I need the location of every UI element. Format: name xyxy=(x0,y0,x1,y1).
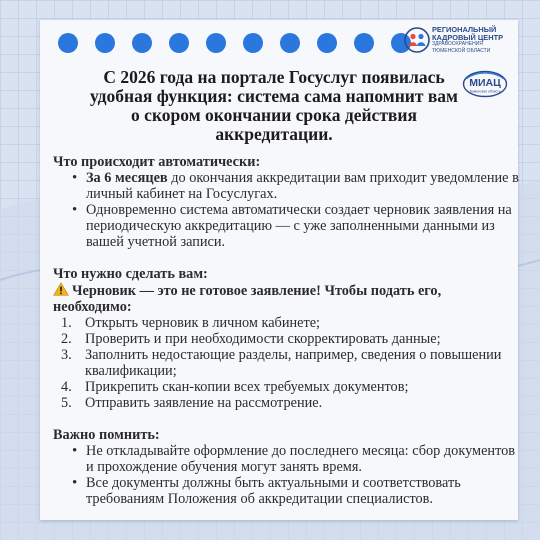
remember-list xyxy=(53,443,521,507)
section-heading-todo: Что нужно сделать вам: xyxy=(53,266,208,282)
ring-dot xyxy=(243,33,263,53)
step-text: Заполнить недостающие разделы, например, сведения о повышении квалификации; xyxy=(85,347,502,379)
step-number: 2. xyxy=(61,331,72,347)
warning-icon xyxy=(53,282,69,296)
main-content xyxy=(53,154,521,507)
list-item: • Все документы должны быть актуальными и соответствовать требованиям Положения об аккредитации специалистов. xyxy=(75,475,521,507)
step-number: 3. xyxy=(61,347,72,363)
list-item xyxy=(53,331,521,347)
people-emblem-icon xyxy=(404,27,430,53)
ring-dot xyxy=(280,33,300,53)
list-item: • Не откладывайте оформление до последнего месяца: сбор документов и прохождение обучения могут занять время. xyxy=(75,443,521,475)
warning-note xyxy=(53,282,521,315)
logo-line: ЗДРАВООХРАНЕНИЯ xyxy=(432,41,483,48)
list-item xyxy=(53,315,521,331)
section-heading-automatic: Что происходит автоматически: xyxy=(53,154,261,170)
notebook-rings xyxy=(58,33,411,53)
warning-text: Черновик — это не готовое заявление! Чтобы подать его, необходимо: xyxy=(53,283,442,315)
list-item xyxy=(53,395,521,411)
page-title: С 2026 года на портале Госуслуг появилась удобная функция: система сама напомнит вам о скором окончании срока действия аккредитации. xyxy=(90,67,458,144)
ring-dot xyxy=(95,33,115,53)
section-heading-remember: Важно помнить: xyxy=(53,427,160,443)
automatic-list xyxy=(53,170,521,250)
miac-logo xyxy=(462,70,508,98)
content-card xyxy=(40,20,518,520)
ring-dot xyxy=(354,33,374,53)
list-item: • Одновременно система автоматически создает черновик заявления на периодическую аккредитацию — с уже заполненными данными из вашей учетной записи. xyxy=(75,202,521,250)
step-text: Прикрепить скан-копии всех требуемых документов; xyxy=(85,379,409,395)
ring-dot xyxy=(132,33,152,53)
miac-logo-text: МИАЦ xyxy=(469,77,501,89)
step-number: 1. xyxy=(61,315,72,331)
list-item xyxy=(53,379,521,395)
ring-dot xyxy=(169,33,189,53)
logo-line: РЕГИОНАЛЬНЫЙ xyxy=(432,25,497,34)
ring-dot xyxy=(206,33,226,53)
steps-list xyxy=(53,315,521,411)
miac-logo-subtext: Тюменская область xyxy=(469,89,501,94)
list-item xyxy=(75,170,521,202)
logo-line: ТЮМЕНСКОЙ ОБЛАСТИ xyxy=(432,47,491,54)
step-text: Проверить и при необходимости скорректировать данные; xyxy=(85,331,441,347)
step-number: 5. xyxy=(61,395,72,411)
highlight-text: За 6 месяцев xyxy=(86,170,168,186)
step-text: Открыть черновик в личном кабинете; xyxy=(85,315,321,331)
list-item xyxy=(53,347,521,379)
ring-dot xyxy=(317,33,337,53)
regional-hr-center-logo xyxy=(404,26,503,54)
step-text: Отправить заявление на рассмотрение. xyxy=(85,395,323,411)
ring-dot xyxy=(58,33,78,53)
step-number: 4. xyxy=(61,379,72,395)
logo-line: КАДРОВЫЙ ЦЕНТР xyxy=(432,32,504,42)
item-text: до окончания аккредитации вам приходит уведомление в личный кабинет на Госуслугах. xyxy=(86,170,519,202)
